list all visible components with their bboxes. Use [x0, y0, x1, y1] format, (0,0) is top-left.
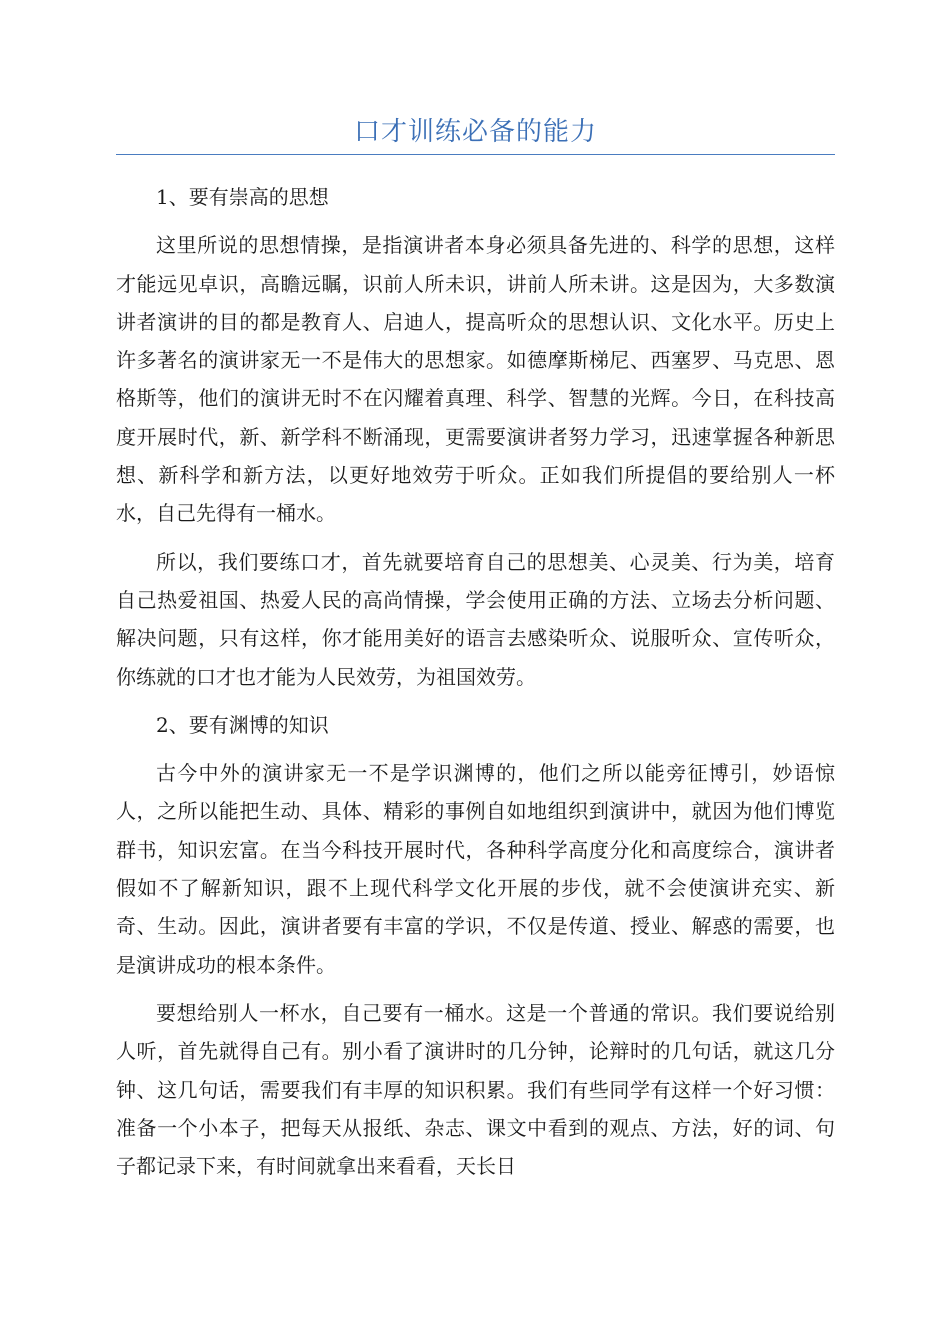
title-underline — [116, 154, 835, 155]
section-2-paragraph-2: 要想给别人一杯水，自己要有一桶水。这是一个普通的常识。我们要说给别人听，首先就得自己有。别小看了演讲时的几分钟，论辩时的几句话，就这几分钟、这几句话，需要我们有丰厚的知识积累。我们有些同学有这样一个好习惯：准备一个小本子，把每天从报纸、杂志、课文中看到的观点、方法，好的词、句子都记录下来，有时间就拿出来看看，天长日 — [116, 1000, 835, 1179]
section-1-paragraph-2: 所以，我们要练口才，首先就要培育自己的思想美、心灵美、行为美，培育自己热爱祖国、热爱人民的高尚情操，学会使用正确的方法、立场去分析问题、解决问题，只有这样，你才能用美好的语言去感染听众、说服听众、宣传听众，你练就的口才也才能为人民效劳，为祖国效劳。 — [116, 549, 835, 689]
document-body — [116, 178, 835, 1195]
section-1-paragraph-1: 这里所说的思想情操，是指演讲者本身必须具备先进的、科学的思想，这样才能远见卓识，高瞻远瞩，识前人所未识，讲前人所未讲。这是因为，大多数演讲者演讲的目的都是教育人、启迪人，提高听众的思想认识、文化水平。历史上许多著名的演讲家无一不是伟大的思想家。如德摩斯梯尼、西塞罗、马克思、恩格斯等，他们的演讲无时不在闪耀着真理、科学、智慧的光辉。今日，在科技高度开展时代，新、新学科不断涌现，更需要演讲者努力学习，迅速掌握各种新思想、新科学和新方法，以更好地效劳于听众。正如我们所提倡的要给别人一杯水，自己先得有一桶水。 — [116, 233, 835, 526]
section-2-paragraph-1: 古今中外的演讲家无一不是学识渊博的，他们之所以能旁征博引，妙语惊人，之所以能把生动、具体、精彩的事例自如地组织到演讲中，就因为他们博览群书，知识宏富。在当今科技开展时代，各种科学高度分化和高度综合，演讲者假如不了解新知识，跟不上现代科学文化开展的步伐，就不会使演讲充实、新奇、生动。因此，演讲者要有丰富的学识，不仅是传道、授业、解惑的需要，也是演讲成功的根本条件。 — [116, 761, 835, 977]
document-title: 口才训练必备的能力 — [353, 117, 597, 147]
section-1-heading: 1、要有崇高的思想 — [156, 185, 329, 209]
section-2-heading: 2、要有渊博的知识 — [156, 712, 329, 737]
